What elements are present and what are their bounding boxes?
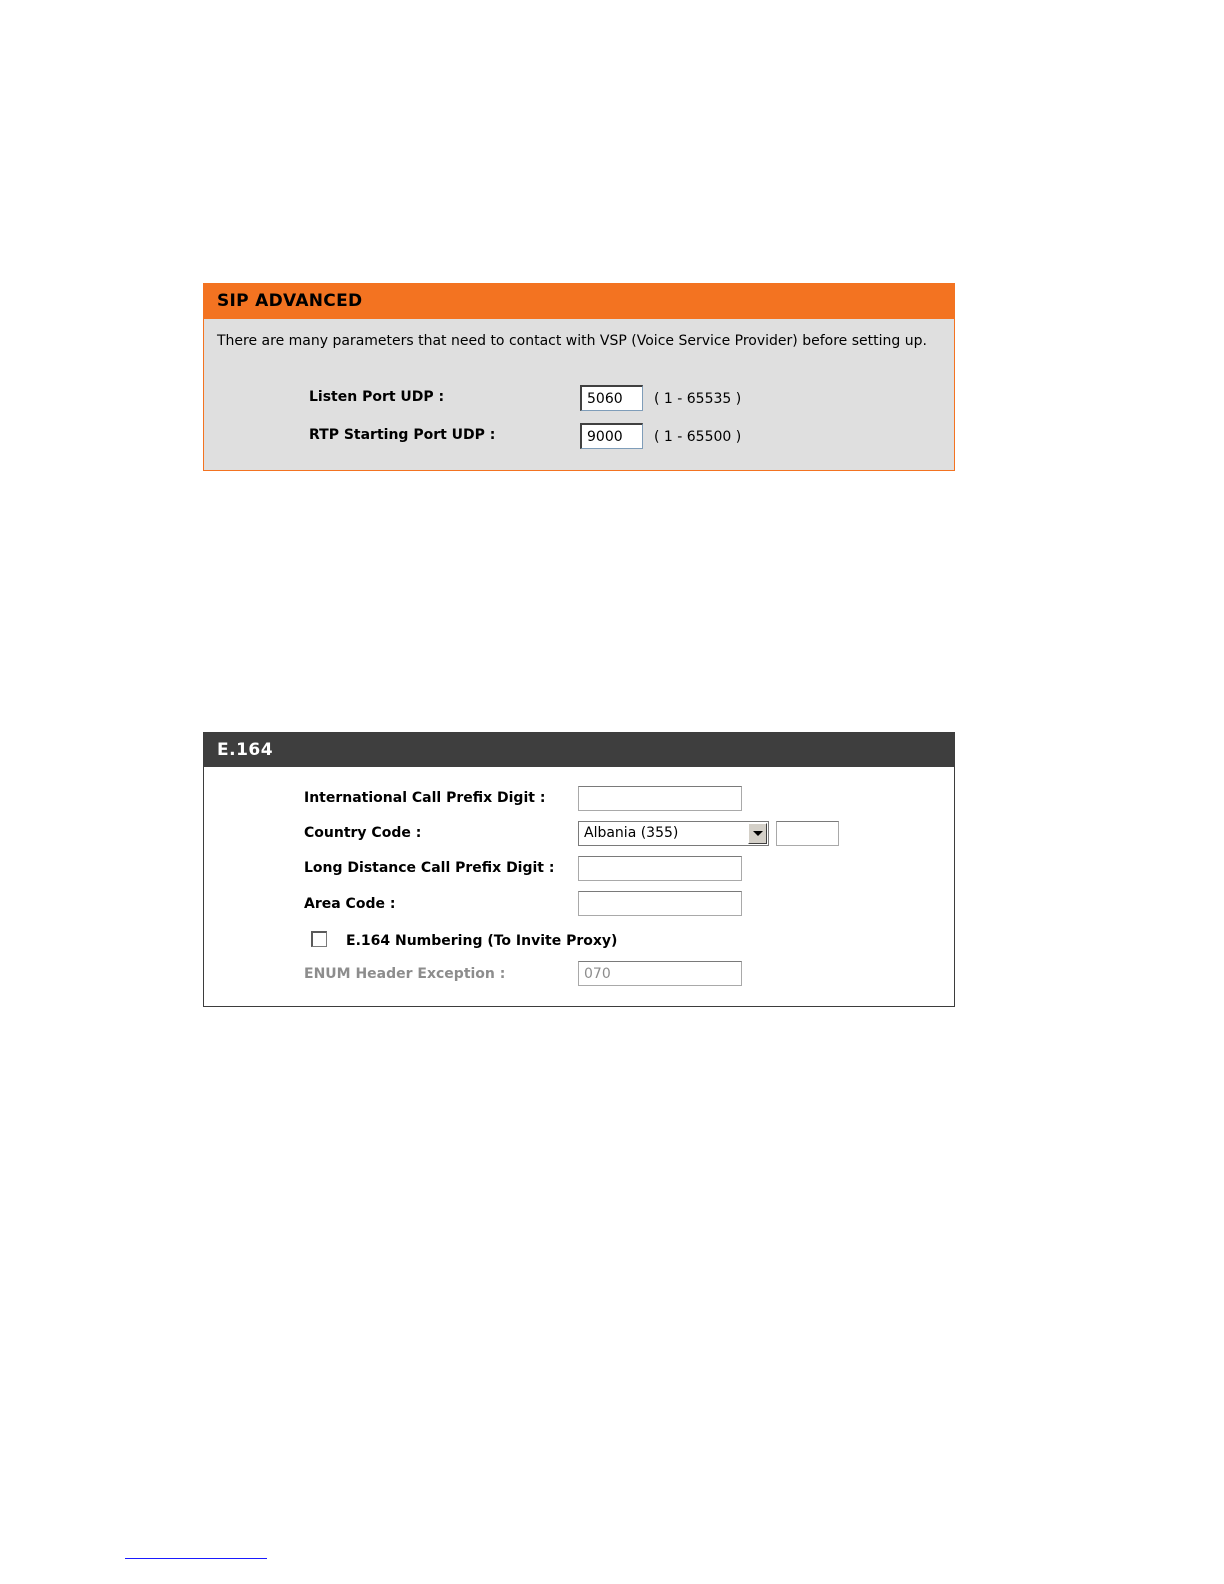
rtp-port-input[interactable] [580,423,643,449]
long-distance-prefix-input[interactable] [578,856,742,881]
enum-header-label: ENUM Header Exception : [304,966,506,982]
international-prefix-input[interactable] [578,786,742,811]
rtp-port-range: ( 1 - 65500 ) [654,429,742,445]
area-code-label: Area Code : [304,896,396,912]
e164-title: E.164 [204,733,954,767]
rtp-port-label: RTP Starting Port UDP : [309,427,496,443]
country-code-selected: Albania (355) [584,825,679,841]
listen-port-label: Listen Port UDP : [309,389,445,405]
e164-panel [203,732,955,1007]
footer-divider [125,1558,267,1559]
enum-header-input[interactable] [578,961,742,986]
sip-advanced-panel [203,283,955,471]
e164-numbering-label: E.164 Numbering (To Invite Proxy) [346,933,618,949]
country-code-label: Country Code : [304,825,422,841]
international-prefix-label: International Call Prefix Digit : [304,790,546,806]
sip-advanced-title: SIP ADVANCED [204,284,954,319]
listen-port-input[interactable] [580,385,643,411]
listen-port-range: ( 1 - 65535 ) [654,391,742,407]
country-code-select[interactable] [578,821,769,846]
area-code-input[interactable] [578,891,742,916]
country-code-extra-input[interactable] [776,821,839,846]
chevron-down-icon[interactable] [748,823,767,844]
e164-numbering-checkbox[interactable] [311,931,327,947]
sip-advanced-description: There are many parameters that need to contact with VSP (Voice Service Provider) before setting up. [217,333,927,349]
long-distance-prefix-label: Long Distance Call Prefix Digit : [304,860,555,876]
